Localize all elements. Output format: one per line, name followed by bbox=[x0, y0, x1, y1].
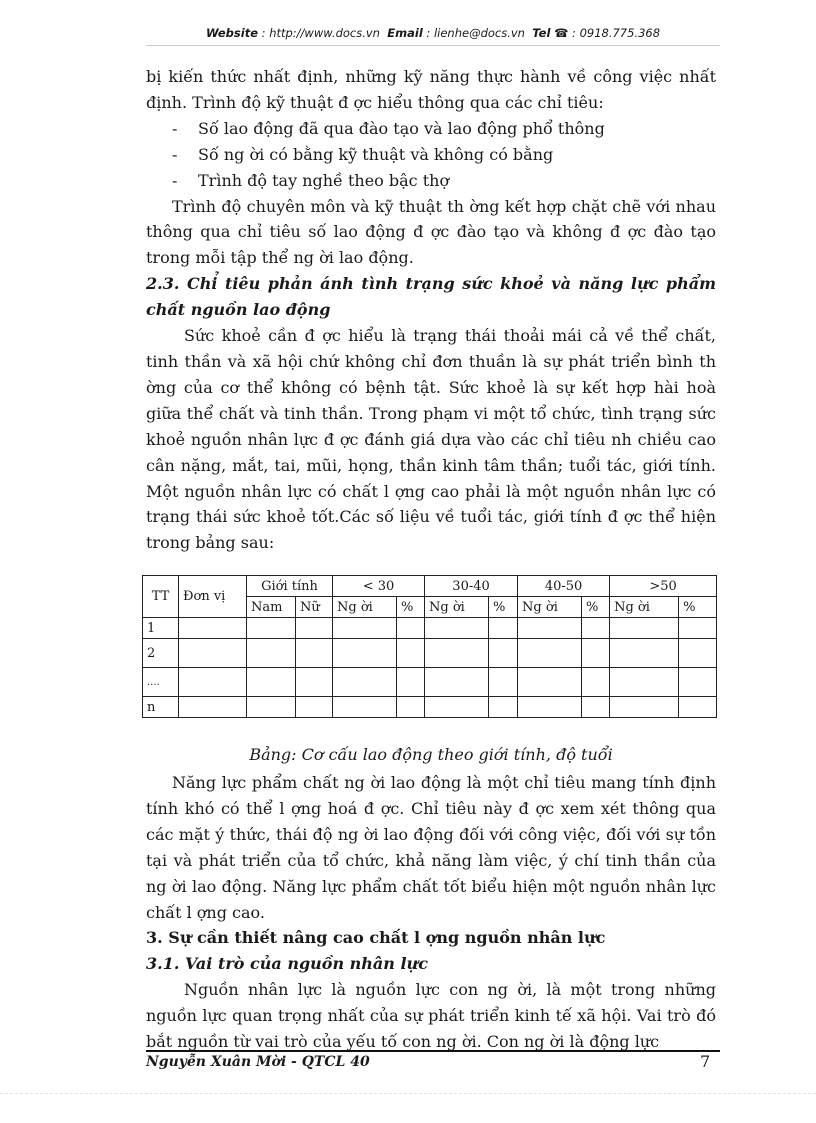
table-row bbox=[143, 618, 717, 639]
table-header-age: >50 bbox=[610, 576, 717, 597]
table-header-people: Ng ời bbox=[518, 597, 582, 618]
row-number: 1 bbox=[143, 618, 179, 639]
page-number: 7 bbox=[700, 1052, 711, 1071]
row-number: .... bbox=[143, 668, 179, 697]
table-header-people: Ng ời bbox=[333, 597, 397, 618]
paragraph-4: Năng lực phẩm chất ng ời lao động là một chỉ tiêu mang tính định tính khó có thể l ợng hoá đ ợc. Chỉ tiêu này đ ợc xem xét thông qua các mặt ý thức, thái độ ng ời lao động đối với công việc, đối với sự tồn tại và phát triển của tổ chức, khả năng làm việc, ý chí tinh thần của ng ời lao động. Năng lực phẩm chất tốt biểu hiện một nguồn nhân lực chất l ợng cao. bbox=[146, 773, 716, 922]
table-row bbox=[143, 639, 717, 668]
age-gender-table bbox=[142, 575, 717, 718]
table-header-percent: % bbox=[582, 597, 610, 618]
email-label: Email bbox=[387, 26, 423, 40]
footer-divider bbox=[146, 1050, 720, 1052]
list-item: - Trình độ tay nghề theo bậc thợ bbox=[172, 170, 450, 190]
row-number: 2 bbox=[143, 639, 179, 668]
email-value: : lienhe@docs.vn bbox=[426, 26, 525, 40]
table-header-male: Nam bbox=[247, 597, 296, 618]
tel-label: Tel bbox=[532, 26, 551, 40]
table-header-female: Nữ bbox=[296, 597, 333, 618]
table-row bbox=[143, 668, 717, 697]
page-bottom-border bbox=[0, 1093, 816, 1094]
footer-author: Nguyễn Xuân Mời - QTCL 40 bbox=[146, 1054, 370, 1070]
body-text-continued bbox=[146, 770, 716, 1055]
table-header-percent: % bbox=[489, 597, 518, 618]
paragraph-5: Nguồn nhân lực là nguồn lực con ng ời, là một trong những nguồn lực quan trọng nhất của sự phát triển kinh tế xã hội. Vai trò đó bắt nguồn từ vai trò của yếu tố con ng ời. Con ng ời là động lực bbox=[146, 980, 716, 1052]
website-value: : http://www.docs.vn bbox=[261, 26, 380, 40]
table-header-percent: % bbox=[679, 597, 717, 618]
paragraph-1: bị kiến thức nhất định, những kỹ năng thực hành về công việc nhất định. Trình độ kỹ thuật đ ợc hiểu thông qua các chỉ tiêu: bbox=[146, 67, 716, 112]
website-label: Website bbox=[205, 26, 259, 40]
body-text bbox=[146, 64, 716, 556]
list-item: - Số lao động đã qua đào tạo và lao động phổ thông bbox=[172, 118, 605, 138]
table-header-people: Ng ời bbox=[425, 597, 489, 618]
table-header-unit: Đơn vị bbox=[179, 576, 247, 618]
header-divider bbox=[146, 45, 720, 46]
table-row bbox=[143, 697, 717, 718]
paragraph-2: Trình độ chuyên môn và kỹ thuật th ờng kết hợp chặt chẽ với nhau thông qua chỉ tiêu số lao động đ ợc đào tạo và không đ ợc đào tạo trong mỗi tập thể ng ời lao động. bbox=[146, 196, 716, 268]
paragraph-3: Sức khoẻ cần đ ợc hiểu là trạng thái thoải mái cả về thể chất, tinh thần và xã hội chứ không chỉ đơn thuần là sự phát triển bình th ờng của cơ thể không có bệnh tật. Sức khoẻ là sự kết hợp hài hoà giữa thể chất và tinh thần. Trong phạm vi một tổ chức, tình trạng sức khoẻ nguồn nhân lực đ ợc đánh giá dựa vào các chỉ tiêu nh chiều cao cân nặng, mắt, tai, mũi, họng, thần kinh tâm thần; tuổi tác, giới tính. Một nguồn nhân lực có chất l ợng cao phải là một nguồn nhân lực có trạng thái sức khoẻ tốt.Các số liệu về tuổi tác, giới tính đ ợc thể hiện trong bảng sau: bbox=[146, 326, 716, 553]
table-header-gender: Giới tính bbox=[247, 576, 333, 597]
page-header bbox=[146, 26, 720, 40]
table-header-percent: % bbox=[397, 597, 425, 618]
section-heading-3-1: 3.1. Vai trò của nguồn nhân lực bbox=[146, 954, 428, 974]
table-header-age: 30-40 bbox=[425, 576, 518, 597]
section-heading-2-3: 2.3. Chỉ tiêu phản ánh tình trạng sức khoẻ và năng lực phẩm chất nguồn lao động bbox=[146, 274, 716, 320]
table-header-tt: TT bbox=[143, 576, 179, 618]
tel-value: ☎ : 0918.775.368 bbox=[554, 26, 661, 40]
row-number: n bbox=[143, 697, 179, 718]
section-heading-3: 3. Sự cần thiết nâng cao chất l ợng nguồn nhân lực bbox=[146, 928, 606, 948]
table-header-age: < 30 bbox=[333, 576, 425, 597]
list-item: - Số ng ời có bằng kỹ thuật và không có bằng bbox=[172, 144, 554, 164]
table-caption: Bảng: Cơ cấu lao động theo giới tính, độ tuổi bbox=[249, 745, 613, 764]
table-header-people: Ng ời bbox=[610, 597, 679, 618]
table-header-age: 40-50 bbox=[518, 576, 610, 597]
